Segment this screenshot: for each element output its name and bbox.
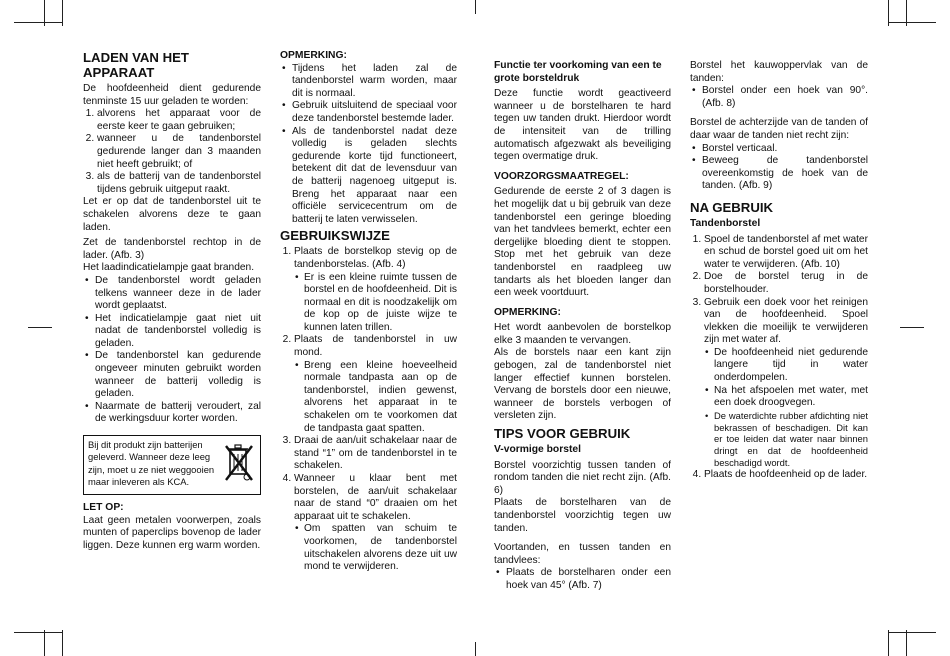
step-text: Plaats de tandenborstel in uw mond. xyxy=(294,334,457,359)
numbered-list xyxy=(280,246,457,573)
list-item: 3. Draai de aan/uit schakelaar naar de stand “1” om de tandenborstel in te schakelen. xyxy=(294,435,457,473)
battery-disposal-notice xyxy=(83,435,261,495)
step-text: Gebruik een doek voor het reinigen van de hoofdeenheid. Spoel vlekken die moeilijk te verwijderen zijn met water af. xyxy=(704,296,868,346)
crop-mark xyxy=(62,0,63,26)
list-item: • Plaats de borstelharen onder een hoek van 45° (Afb. 7) xyxy=(506,567,671,592)
subsection-title-functie: Functie ter voorkoming van een te grote borsteldruk xyxy=(494,60,662,84)
crop-mark xyxy=(14,632,62,633)
crop-mark xyxy=(28,327,52,328)
precaution-title: VOORZORGSMAATREGEL: xyxy=(494,170,629,182)
paragraph: Gedurende de eerste 2 of 3 dagen is het mogelijk dat u bij gebruik van deze tandenborstel een geringe bloeding van het tandvlees bemerkt, echter een dergelijke bloeding dient te stoppen. Stop met het gebruik van deze tandenborstel en raadpleeg uw tandarts als het bloeden langer dan een week voortduurt. xyxy=(494,186,671,299)
list-item: 1. Spoel de tandenborstel af met water en schud de borstel goed uit om het water te verwijderen. (Afb. 10) xyxy=(704,234,868,272)
paragraph: Als de borstels naar een kant zijn gebogen, zal de tandenborstel niet langer effectief kunnen borstelen. Vervang de borstels door een nieuwe, wanneer de borstels verbogen of versleten zijn. xyxy=(494,347,671,422)
crop-mark xyxy=(888,630,889,656)
list-item: • De tandenborstel wordt geladen telkens wanneer deze in de lader wordt geplaatst. xyxy=(95,275,261,313)
section-title-laden: LADEN VAN HET APPARAAT xyxy=(83,50,189,80)
list-item: • De waterdichte rubber afdichting niet bekrassen of beschadigen. Dit kan er toe leiden dat water naar binnen dringt en dat de hoofdeenheid beschadigd wordt. xyxy=(714,410,868,469)
column-3 xyxy=(494,60,671,593)
paragraph: Plaats de borstelharen van de tandenborstel voorzichtig tegen uw tanden. xyxy=(494,497,671,534)
paragraph: Zet de tandenborstel rechtop in de lader. (Afb. 3) xyxy=(83,237,261,261)
paragraph: Het wordt aanbevolen de borstelkop elke 3 maanden te vervangen. xyxy=(494,322,671,346)
warning-title: LET OP: xyxy=(83,502,124,514)
list-item: 1. alvorens het apparaat voor de eerste keer te gaan gebruiken; xyxy=(97,108,261,133)
list-item xyxy=(704,297,868,469)
sub-list xyxy=(294,272,457,335)
section-title-na-gebruik: NA GEBRUIK xyxy=(690,199,774,215)
paragraph: Let er op dat de tandenborstel uit te schakelen alvorens deze te gaan laden. xyxy=(83,196,261,233)
warning-text: Laat geen metalen voorwerpen, zoals munten of paperclips bovenop de lader liggen. Deze kunnen erg warm worden. xyxy=(83,514,261,551)
list-item: • Borstel onder een hoek van 90°. (Afb. 8) xyxy=(702,85,868,110)
list-item: • Naarmate de batterij veroudert, zal de werkingsduur korter worden. xyxy=(95,401,261,426)
list-item xyxy=(294,246,457,334)
list-item: • Om spatten van schuim te voorkomen, de tandenborstel uitschakelen alvorens deze uit uw mond te verwijderen. xyxy=(304,523,457,573)
paragraph: De hoofdeenheid dient gedurende tenminste 15 uur geladen te worden: xyxy=(83,83,261,107)
list-item: 2. Doe de borstel terug in de borstelhouder. xyxy=(704,271,868,296)
paragraph: Borstel de achterzijde van de tanden of daar waar de tanden niet recht zijn: xyxy=(690,117,868,141)
crop-mark xyxy=(900,327,924,328)
crop-mark xyxy=(888,22,936,23)
subsection-title-v-vormig: V-vormige borstel xyxy=(494,444,581,456)
step-text: Wanneer u klaar bent met borstelen, de aan/uit schakelaar naar de stand “0” draaien om het apparaat uit te schakelen. xyxy=(294,473,457,522)
list-item: • Gebruik uitsluitend de speciaal voor deze tandenborstel bestemde lader. xyxy=(292,100,457,125)
sub-list xyxy=(294,523,457,573)
list-item xyxy=(294,473,457,574)
list-item xyxy=(294,334,457,435)
sub-list xyxy=(294,360,457,436)
crop-mark xyxy=(475,0,476,14)
column-2 xyxy=(280,50,457,574)
numbered-list xyxy=(690,234,868,482)
paragraph: Voortanden, en tussen tanden en tandvlees: xyxy=(494,542,671,566)
section-title-tips: TIPS VOOR GEBRUIK xyxy=(494,426,631,442)
list-item: • Breng een kleine hoeveelheid normale tandpasta aan op de tandenborstel, indien gewenst, alvorens het apparaat in te schakelen om te voorkomen dat de tandpasta gaat spatten. xyxy=(304,360,457,436)
sub-list xyxy=(704,347,868,469)
paragraph: Het laadindicatielampje gaat branden. xyxy=(83,262,255,274)
crop-mark xyxy=(44,630,45,656)
bullet-list xyxy=(494,567,671,592)
note-title: OPMERKING: xyxy=(280,50,347,61)
paragraph: Borstel het kauwoppervlak van de tanden: xyxy=(690,60,868,84)
paragraph: Borstel voorzichtig tussen tanden of rondom tanden die niet recht zijn. (Afb. 6) xyxy=(494,459,671,496)
list-item: • Na het afspoelen met water, met een doek droogvegen. xyxy=(714,385,868,410)
list-item: • Als de tandenborstel nadat deze volledig is geladen slechts gedurende korte tijd functioneert, betekent dit dat de levensduur van de batterij nagenoeg uitgeput is. Breng het apparaat naar een officiële servicecentrum om de batterij te laten verwisselen. xyxy=(292,126,457,227)
list-item: • Beweeg de tandenborstel overeenkomstig de hoek van de tanden. (Afb. 9) xyxy=(702,155,868,193)
crop-mark xyxy=(475,642,476,656)
list-item: 3. als de batterij van de tandenborstel tijdens gebruik uitgeput raakt. xyxy=(97,171,261,196)
crop-mark xyxy=(888,632,936,633)
crop-mark xyxy=(14,22,62,23)
list-item: • Tijdens het laden zal de tandenborstel warm worden, maar dit is normaal. xyxy=(292,63,457,101)
crop-mark xyxy=(62,630,63,656)
note-title: OPMERKING: xyxy=(494,306,561,318)
section-title-gebruikswijze: GEBRUIKSWIJZE xyxy=(280,228,390,244)
column-1 xyxy=(83,50,261,552)
numbered-list xyxy=(83,108,261,196)
step-text: Plaats de borstelkop stevig op de tandenborstelas. (Afb. 4) xyxy=(294,246,457,270)
list-item: 2. wanneer u de tandenborstel gedurende langer dan 3 maanden niet heeft gebruikt; of xyxy=(97,133,261,171)
crossed-bin-icon xyxy=(224,442,254,482)
subsection-title-tandenborstel: Tandenborstel xyxy=(690,217,761,229)
list-item: • Het indicatielampje gaat niet uit nadat de tandenborstel volledig is geladen. xyxy=(95,313,261,351)
list-item: 4. Plaats de hoofdeenheid op de lader. xyxy=(704,469,868,482)
notice-text: Bij dit produkt zijn batterijen geleverd. Wanneer deze leeg zijn, moet u ze niet weggooien maar inleveren als KCA. xyxy=(88,439,215,487)
bullet-list xyxy=(83,275,261,426)
list-item: • De hoofdeenheid niet gedurende langere tijd in water onderdompelen. xyxy=(714,347,868,385)
paragraph: Deze functie wordt geactiveerd wanneer u de borstelharen te hard tegen uw tanden drukt. Hierdoor wordt de intensiteit van de trilling automatisch afgezwakt als beveiliging tegen overmatige druk. xyxy=(494,88,671,163)
bullet-list xyxy=(690,143,868,193)
crop-mark xyxy=(906,630,907,656)
list-item: • De tandenborstel kan gedurende ongeveer minuten gebruikt worden wanneer de batterij volledig is geladen. xyxy=(95,350,261,400)
bullet-list xyxy=(280,63,457,227)
list-item: • Er is een kleine ruimte tussen de borstel en de hoofdeenheid. Dit is normaal en dit is noodzakelijk om de kop op de juiste wijze te kunnen laten trillen. xyxy=(304,272,457,335)
bullet-list xyxy=(690,85,868,110)
list-item: • Borstel verticaal. xyxy=(702,143,868,156)
column-4 xyxy=(690,60,868,481)
